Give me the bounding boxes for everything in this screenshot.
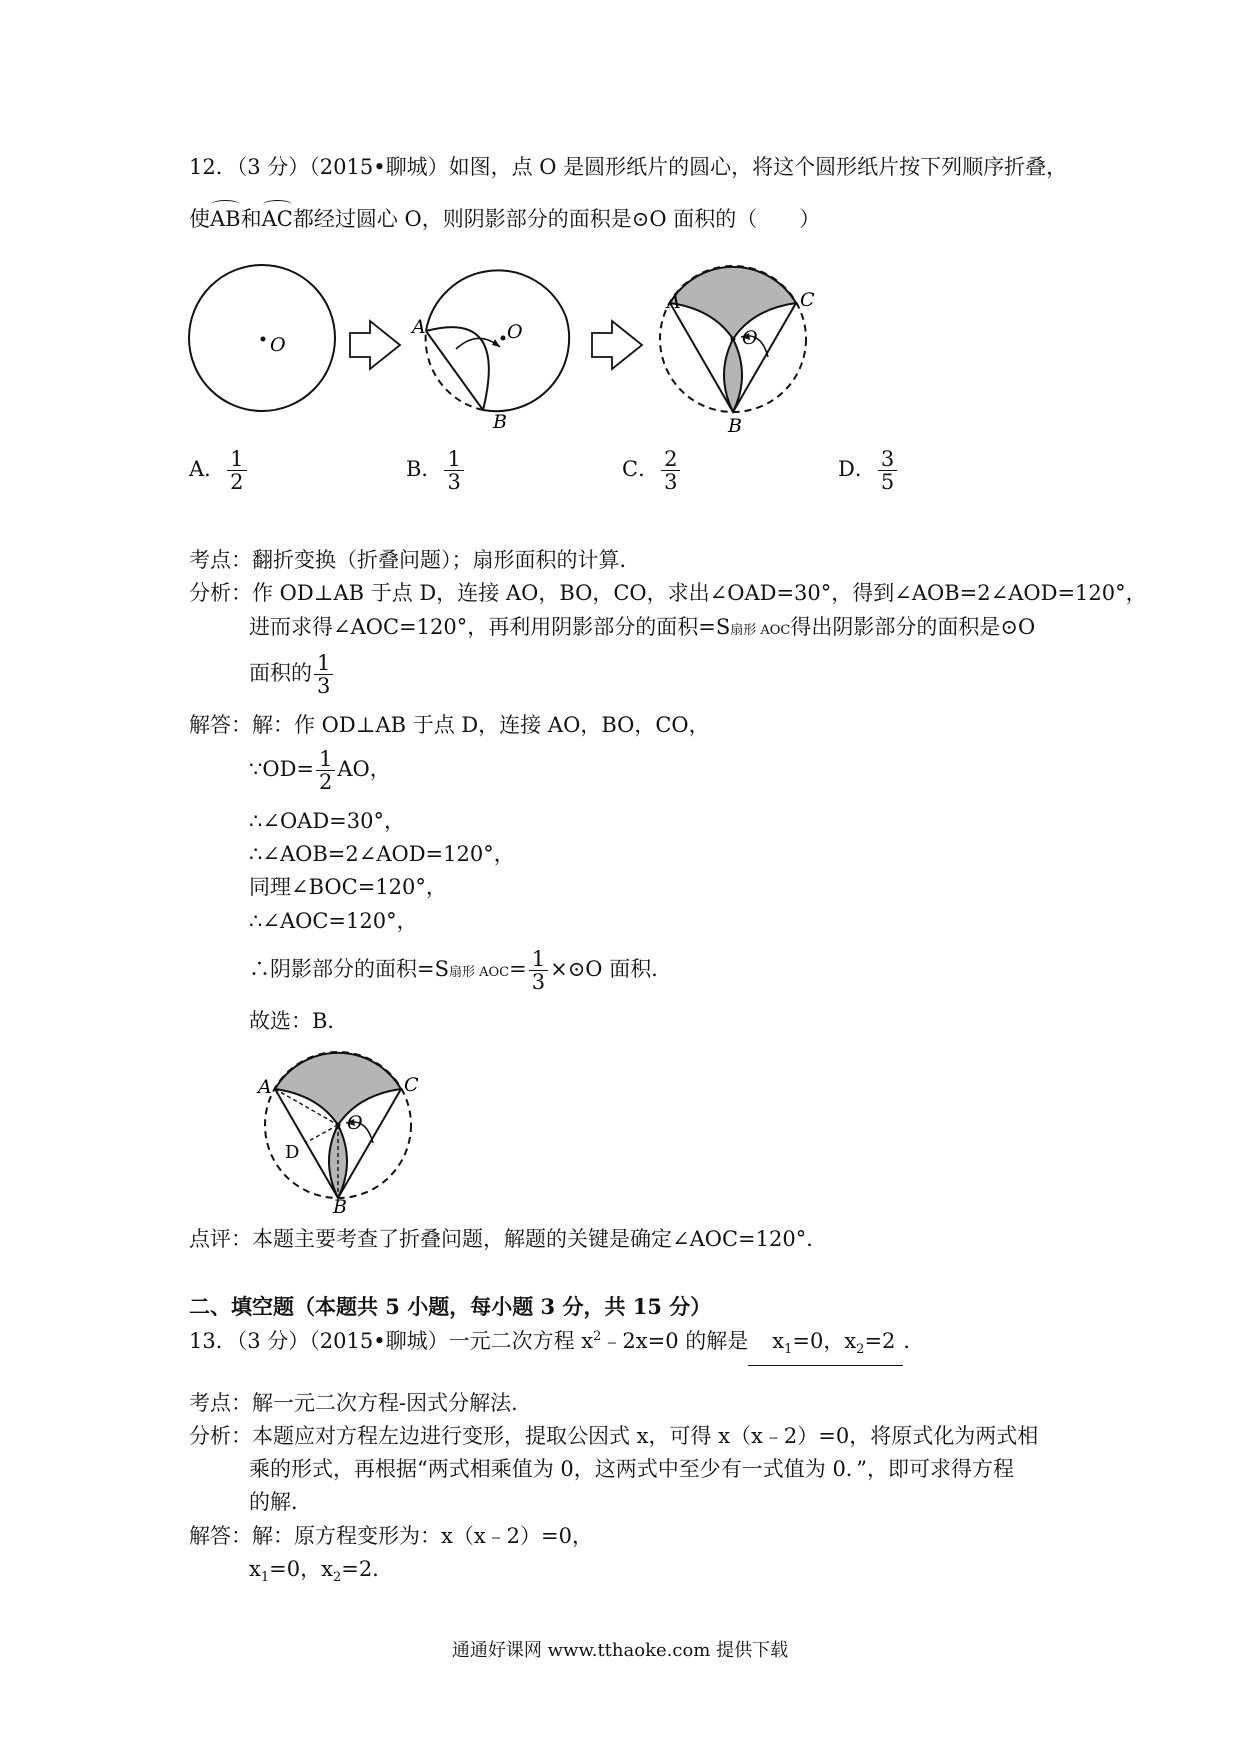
option-letter: B． [406,457,443,481]
label-o-sol: O [347,1112,363,1134]
option-fraction: $\frac{1}{2}$ [227,448,246,493]
option-letter: C． [622,457,660,481]
arc-ab: AB [210,204,241,234]
q12-text: 使 [189,207,210,231]
option-a [189,448,249,493]
option-b [406,448,466,493]
option-fraction: $\frac{2}{3}$ [661,448,680,493]
q12-text: 和 [240,207,262,231]
q12-stem-line1: 12．（3 分）（2015•聊城）如图，点 O 是圆形纸片的圆心，将这个圆形纸片按下列顺序折叠， [189,155,1068,179]
fenxi-12-line3: 面积的 $\frac{1}{3}$ [249,652,335,697]
q12-stem-line2 [189,204,820,234]
option-fraction: $\frac{1}{3}$ [444,448,463,493]
label-d-sol: D [285,1142,300,1163]
kaodian-13: 考点：解一元二次方程-因式分解法． [189,1391,533,1415]
page-footer: 通通好课网 www.tthaoke.com 提供下载 [451,1640,789,1661]
jieda-12-line1: 解答：解：作 OD⊥AB 于点 D，连接 AO，BO，CO， [189,713,710,737]
center-dot [261,337,266,342]
kaodian-12: 考点：翻折变换（折叠问题）；扇形面积的计算． [189,548,641,572]
circle-fold-2 [660,266,806,412]
label-b-3: B [728,415,742,437]
step-6: ∴阴影部分的面积=S扇形 AOC= $\frac{1}{3}$ ×⊙O 面积． [249,947,673,994]
label-a-sol: A [258,1076,272,1098]
step-4: 同理∠BOC=120°， [249,875,447,899]
step-5: ∴∠AOC=120°， [249,909,418,933]
label-o-1: O [270,334,286,356]
jieda-13-line2: $x_1=0$，$x_2=2$. [249,1557,379,1586]
fraction: $\frac{1}{2}$ [316,748,335,793]
fenxi-13-line2: 乘的形式，再根据“两式相乘值为 0，这两式中至少有一式值为 0．”，即可求得方程 [249,1457,1015,1481]
fenxi-13-line1: 分析：本题应对方程左边进行变形，提取公因式 x，可得 x（x﹣2）=0，将原式化为两式相 [189,1424,1039,1448]
q13-stem: 13．（3 分）（2015•聊城）一元二次方程 $x^2﹣2x=0$ 的解是 $x_1=0$，$x_2=2$ ． [189,1322,924,1366]
label-c-3: C [800,289,815,311]
option-letter: A． [189,457,226,481]
jieda-13-line1: 解答：解：原方程变形为：x（x﹣2）=0， [189,1524,594,1548]
q12-text: 都经过圆心 O，则阴影部分的面积是⊙O 面积的（ ） [292,207,821,231]
label-b-2: B [493,411,507,433]
section-title: 二、填空题（本题共 5 小题，每小题 3 分，共 15 分） [189,1294,712,1319]
label-a-3: A [667,291,681,313]
arrow-right-icon [350,321,400,369]
step-1: ∵OD= $\frac{1}{2}$ AO， [249,747,391,794]
arc-ac: AC [262,204,293,234]
label-o-2: O [507,321,523,343]
label-c-sol: C [404,1074,419,1096]
fenxi-12-line1: 分析：作 OD⊥AB 于点 D，连接 AO，BO，CO，求出∠OAD=30°，得到∠AOB=2∠AOD=120°， [189,581,1147,605]
folding-figure [180,250,900,440]
choose-answer: 故选：B． [249,1009,349,1033]
circle-fold-1 [426,270,570,411]
fenxi-13-line3: 的解． [249,1490,312,1514]
fenxi-12-line2: 进而求得∠AOC=120°，再利用阴影部分的面积=S扇形 AOC得出阴影部分的面积是⊙O [249,615,1036,639]
option-letter: D． [838,457,876,481]
step-2: ∴∠OAD=30°， [249,809,405,833]
solution-figure [255,1045,425,1215]
arrow-right-icon [592,321,642,369]
step-3: ∴∠AOB=2∠AOD=120°， [249,842,515,866]
label-b-sol: B [333,1196,347,1215]
option-fraction: $\frac{3}{5}$ [878,448,897,493]
answer-blank: $x_1=0$，$x_2=2$ [748,1326,903,1366]
fraction: $\frac{1}{3}$ [314,652,333,697]
label-a-2: A [412,316,426,338]
dianping-12: 点评：本题主要考查了折叠问题，解题的关键是确定∠AOC=120°． [189,1227,828,1251]
option-c [622,448,682,493]
label-o-3: O [742,327,758,349]
fraction: $\frac{1}{3}$ [529,948,548,993]
option-d [838,448,899,493]
